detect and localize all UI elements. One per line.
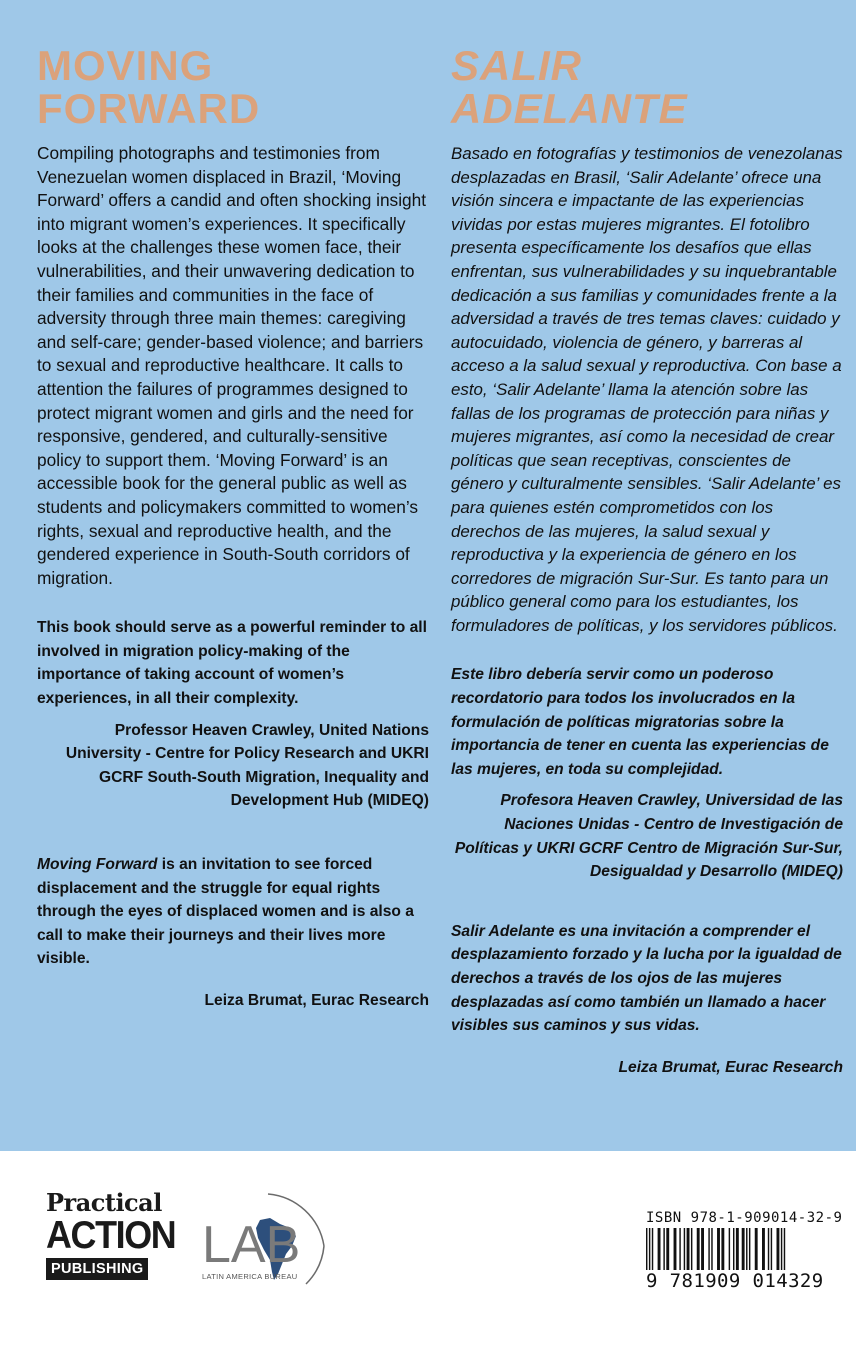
logo-practical-text: Practical xyxy=(46,1188,162,1217)
lab-arc-lower-icon xyxy=(306,1246,324,1284)
lab-wordmark: LAB xyxy=(202,1216,301,1274)
english-title-line1: MOVING xyxy=(37,42,214,89)
english-endorsement-quote: This book should serve as a powerful reminder to all involved in migration policy-making of the importance of taking account of women’s experiences, in all their complexity. xyxy=(37,619,427,708)
spanish-title-line2: ADELANTE xyxy=(451,85,688,132)
isbn-label: ISBN 978-1-909014-32-9 xyxy=(646,1210,843,1226)
logo-publishing-text: PUBLISHING xyxy=(46,1258,148,1280)
english-second-attribution: Leiza Brumat, Eurac Research xyxy=(204,992,429,1009)
spanish-title-line1: SALIR xyxy=(451,42,582,89)
lab-caption: LATIN AMERICA BUREAU xyxy=(202,1272,298,1281)
english-title xyxy=(37,44,429,130)
english-column xyxy=(37,44,429,1013)
book-title-italic: Moving Forward xyxy=(37,856,158,874)
spanish-column xyxy=(451,44,843,1079)
logo-action-text: ACTION xyxy=(46,1214,176,1257)
spanish-second-attribution: Leiza Brumat, Eurac Research xyxy=(618,1058,843,1076)
english-title-line2: FORWARD xyxy=(37,85,261,132)
english-endorsement-attribution: Professor Heaven Crawley, United Nations University - Centre for Policy Research and UKRI GCRF South-South Migration, Inequality and Development Hub (MIDEQ) xyxy=(65,721,429,810)
barcode-digits: 9 781909 014329 xyxy=(646,1270,824,1292)
spanish-endorsement-attribution: Profesora Heaven Crawley, Universidad de las Naciones Unidas - Centro de Investigación de Políticas y UKRI GCRF Centro de Migración Sur-Sur, Desigualdad y Desarrollo (MIDEQ) xyxy=(454,792,843,881)
english-second-endorsement-text: is an invitation to see forced displacement and the struggle for equal rights through the eyes of displaced women and is also a call to make their journeys and their lives more visible. xyxy=(37,856,414,968)
english-description: Compiling photographs and testimonies from Venezuelan women displaced in Brazil, ‘Moving Forward’ offers a candid and often shocking insight into migrant women’s experiences. It specifically looks at the challenges these women face, their vulnerabilities, and their unwavering dedication to their families and communities in the face of adversity through three main themes: caregiving and self-care; gender-based violence; and barriers to sexual and reproductive healthcare. It calls to attention the failures of programmes designed to protect migrant women and girls and the need for responsive, gendered, and culturally-sensitive policy to support them. ‘Moving Forward’ is an accessible book for the general public as well as students and policymakers committed to women’s rights, sexual and reproductive health, and the gendered experience in South-South corridors of migration. xyxy=(37,143,427,588)
spanish-second-endorsement: Salir Adelante es una invitación a comprender el desplazamiento forzado y la lucha por la igualdad de derechos a través de los ojos de las mujeres desplazadas así como también un llamado a hacer visibles sus caminos y sus vidas. xyxy=(451,922,842,1035)
english-second-endorsement xyxy=(37,853,429,971)
practical-action-publishing-logo xyxy=(46,1188,176,1280)
spanish-title xyxy=(451,44,843,130)
spanish-description: Basado en fotografías y testimonios de venezolanas desplazadas en Brasil, ‘Salir Adelante’ ofrece una visión sincera e impactante de las experiencias vividas por estas mujeres migrantes. El fotolibro presenta específicamente los desafíos que ellas enfrentan, sus vulnerabilidades y su inquebrantable dedicación a sus familias y comunidades frente a la adversidad a través de tres temas claves: cuidado y autocuidado, violencia de género, y barreras al acceso a la salud sexual y reproductiva. Con base a esto, ‘Salir Adelante’ llama la atención sobre las fallas de los programas de protección para niñas y mujeres migrantes, así como la necesidad de crear políticas que sean receptivas, conscientes de género y culturalmente sensibles. ‘Salir Adelante’ es para quienes estén comprometidos con los derechos de las mujeres, la salud sexual y reproductiva y la experiencia de género en los corredores de migración Sur-Sur. Es tanto para un público general como para los estudiantes, los formuladores de políticas, y los servidores públicos. xyxy=(451,144,843,635)
spanish-endorsement-quote: Este libro debería servir como un poderoso recordatorio para todos los involucrados en la formulación de políticas migratorias sobre la importancia de tener en cuenta las experiencias de las mujeres, en toda su complejidad. xyxy=(451,666,829,778)
